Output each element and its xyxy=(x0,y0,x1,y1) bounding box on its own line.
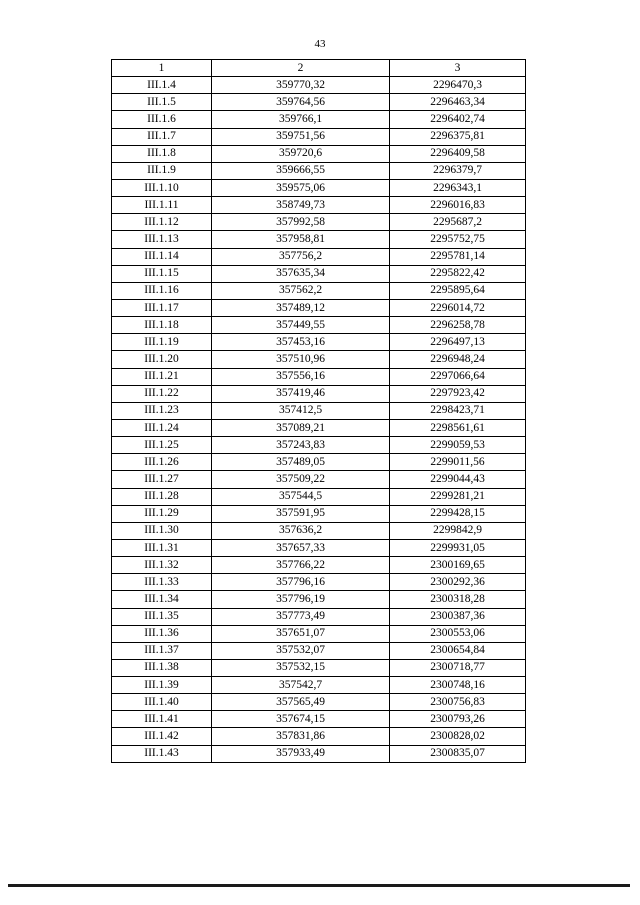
point-id-cell: III.1.27 xyxy=(112,471,212,488)
x-coordinate-cell: 357635,34 xyxy=(212,265,390,282)
table-row xyxy=(112,402,526,419)
table-row xyxy=(112,711,526,728)
header-row xyxy=(112,60,526,77)
x-coordinate-cell: 357419,46 xyxy=(212,385,390,402)
x-coordinate-cell: 357796,19 xyxy=(212,591,390,608)
y-coordinate-cell: 2296343,1 xyxy=(390,179,526,196)
table-row xyxy=(112,437,526,454)
y-coordinate-cell: 2296258,78 xyxy=(390,317,526,334)
x-coordinate-cell: 357489,05 xyxy=(212,454,390,471)
point-id-cell: III.1.33 xyxy=(112,574,212,591)
point-id-cell: III.1.9 xyxy=(112,162,212,179)
point-id-cell: III.1.40 xyxy=(112,694,212,711)
point-id-cell: III.1.22 xyxy=(112,385,212,402)
point-id-cell: III.1.32 xyxy=(112,557,212,574)
point-id-cell: III.1.5 xyxy=(112,94,212,111)
x-coordinate-cell: 357412,5 xyxy=(212,402,390,419)
table-row xyxy=(112,77,526,94)
x-coordinate-cell: 357243,83 xyxy=(212,437,390,454)
x-coordinate-cell: 357489,12 xyxy=(212,299,390,316)
y-coordinate-cell: 2299281,21 xyxy=(390,488,526,505)
coordinates-table xyxy=(111,59,526,763)
x-coordinate-cell: 357591,95 xyxy=(212,505,390,522)
point-id-cell: III.1.21 xyxy=(112,368,212,385)
table-row xyxy=(112,282,526,299)
point-id-cell: III.1.20 xyxy=(112,351,212,368)
bottom-rule xyxy=(8,884,630,887)
point-id-cell: III.1.7 xyxy=(112,128,212,145)
table-row xyxy=(112,145,526,162)
point-id-cell: III.1.35 xyxy=(112,608,212,625)
table-row xyxy=(112,265,526,282)
y-coordinate-cell: 2300553,06 xyxy=(390,625,526,642)
y-coordinate-cell: 2297066,64 xyxy=(390,368,526,385)
y-coordinate-cell: 2300654,84 xyxy=(390,642,526,659)
y-coordinate-cell: 2299044,43 xyxy=(390,471,526,488)
x-coordinate-cell: 357556,16 xyxy=(212,368,390,385)
x-coordinate-cell: 357453,16 xyxy=(212,334,390,351)
y-coordinate-cell: 2295687,2 xyxy=(390,214,526,231)
table-row xyxy=(112,694,526,711)
point-id-cell: III.1.39 xyxy=(112,677,212,694)
table-row xyxy=(112,197,526,214)
point-id-cell: III.1.26 xyxy=(112,454,212,471)
x-coordinate-cell: 357674,15 xyxy=(212,711,390,728)
y-coordinate-cell: 2296379,7 xyxy=(390,162,526,179)
column-header-y: 3 xyxy=(390,60,526,77)
x-coordinate-cell: 359766,1 xyxy=(212,111,390,128)
table-row xyxy=(112,419,526,436)
table-row xyxy=(112,454,526,471)
point-id-cell: III.1.10 xyxy=(112,179,212,196)
point-id-cell: III.1.13 xyxy=(112,231,212,248)
x-coordinate-cell: 359764,56 xyxy=(212,94,390,111)
point-id-cell: III.1.42 xyxy=(112,728,212,745)
y-coordinate-cell: 2296402,74 xyxy=(390,111,526,128)
table-row xyxy=(112,299,526,316)
x-coordinate-cell: 357992,58 xyxy=(212,214,390,231)
y-coordinate-cell: 2295822,42 xyxy=(390,265,526,282)
y-coordinate-cell: 2300793,26 xyxy=(390,711,526,728)
y-coordinate-cell: 2300718,77 xyxy=(390,659,526,676)
x-coordinate-cell: 357796,16 xyxy=(212,574,390,591)
point-id-cell: III.1.14 xyxy=(112,248,212,265)
x-coordinate-cell: 357532,15 xyxy=(212,659,390,676)
point-id-cell: III.1.11 xyxy=(112,197,212,214)
x-coordinate-cell: 359751,56 xyxy=(212,128,390,145)
table-row xyxy=(112,162,526,179)
y-coordinate-cell: 2297923,42 xyxy=(390,385,526,402)
x-coordinate-cell: 357657,33 xyxy=(212,539,390,556)
y-coordinate-cell: 2296375,81 xyxy=(390,128,526,145)
y-coordinate-cell: 2298423,71 xyxy=(390,402,526,419)
y-coordinate-cell: 2299059,53 xyxy=(390,437,526,454)
y-coordinate-cell: 2296409,58 xyxy=(390,145,526,162)
point-id-cell: III.1.30 xyxy=(112,522,212,539)
point-id-cell: III.1.38 xyxy=(112,659,212,676)
table-row xyxy=(112,351,526,368)
table-row xyxy=(112,317,526,334)
table-row xyxy=(112,488,526,505)
y-coordinate-cell: 2300387,36 xyxy=(390,608,526,625)
table-row xyxy=(112,248,526,265)
x-coordinate-cell: 357651,07 xyxy=(212,625,390,642)
point-id-cell: III.1.37 xyxy=(112,642,212,659)
point-id-cell: III.1.6 xyxy=(112,111,212,128)
x-coordinate-cell: 357562,2 xyxy=(212,282,390,299)
table-row xyxy=(112,94,526,111)
x-coordinate-cell: 359770,32 xyxy=(212,77,390,94)
x-coordinate-cell: 359666,55 xyxy=(212,162,390,179)
y-coordinate-cell: 2300169,65 xyxy=(390,557,526,574)
x-coordinate-cell: 359575,06 xyxy=(212,179,390,196)
point-id-cell: III.1.16 xyxy=(112,282,212,299)
table-row xyxy=(112,214,526,231)
table-row xyxy=(112,539,526,556)
y-coordinate-cell: 2300748,16 xyxy=(390,677,526,694)
table-row xyxy=(112,728,526,745)
x-coordinate-cell: 357773,49 xyxy=(212,608,390,625)
y-coordinate-cell: 2296470,3 xyxy=(390,77,526,94)
point-id-cell: III.1.41 xyxy=(112,711,212,728)
y-coordinate-cell: 2296948,24 xyxy=(390,351,526,368)
y-coordinate-cell: 2300828,02 xyxy=(390,728,526,745)
x-coordinate-cell: 357958,81 xyxy=(212,231,390,248)
y-coordinate-cell: 2298561,61 xyxy=(390,419,526,436)
table-row xyxy=(112,111,526,128)
y-coordinate-cell: 2295752,75 xyxy=(390,231,526,248)
x-coordinate-cell: 357636,2 xyxy=(212,522,390,539)
table-row xyxy=(112,334,526,351)
point-id-cell: III.1.24 xyxy=(112,419,212,436)
y-coordinate-cell: 2296014,72 xyxy=(390,299,526,316)
y-coordinate-cell: 2300756,83 xyxy=(390,694,526,711)
y-coordinate-cell: 2295895,64 xyxy=(390,282,526,299)
point-id-cell: III.1.23 xyxy=(112,402,212,419)
x-coordinate-cell: 357509,22 xyxy=(212,471,390,488)
table-row xyxy=(112,505,526,522)
y-coordinate-cell: 2300318,28 xyxy=(390,591,526,608)
column-header-x: 2 xyxy=(212,60,390,77)
x-coordinate-cell: 358749,73 xyxy=(212,197,390,214)
table-row xyxy=(112,179,526,196)
point-id-cell: III.1.17 xyxy=(112,299,212,316)
table-row xyxy=(112,625,526,642)
point-id-cell: III.1.18 xyxy=(112,317,212,334)
y-coordinate-cell: 2296463,34 xyxy=(390,94,526,111)
y-coordinate-cell: 2296016,83 xyxy=(390,197,526,214)
y-coordinate-cell: 2299842,9 xyxy=(390,522,526,539)
point-id-cell: III.1.36 xyxy=(112,625,212,642)
column-header-point: 1 xyxy=(112,60,212,77)
point-id-cell: III.1.31 xyxy=(112,539,212,556)
table-row xyxy=(112,368,526,385)
point-id-cell: III.1.29 xyxy=(112,505,212,522)
page-number: 43 xyxy=(314,38,326,50)
table-header xyxy=(112,60,526,77)
table-row xyxy=(112,231,526,248)
y-coordinate-cell: 2299931,05 xyxy=(390,539,526,556)
table-row xyxy=(112,574,526,591)
y-coordinate-cell: 2295781,14 xyxy=(390,248,526,265)
y-coordinate-cell: 2299011,56 xyxy=(390,454,526,471)
point-id-cell: III.1.15 xyxy=(112,265,212,282)
x-coordinate-cell: 357756,2 xyxy=(212,248,390,265)
x-coordinate-cell: 357565,49 xyxy=(212,694,390,711)
x-coordinate-cell: 357089,21 xyxy=(212,419,390,436)
y-coordinate-cell: 2296497,13 xyxy=(390,334,526,351)
x-coordinate-cell: 357510,96 xyxy=(212,351,390,368)
point-id-cell: III.1.43 xyxy=(112,745,212,762)
x-coordinate-cell: 357544,5 xyxy=(212,488,390,505)
point-id-cell: III.1.25 xyxy=(112,437,212,454)
table-row xyxy=(112,522,526,539)
x-coordinate-cell: 357449,55 xyxy=(212,317,390,334)
y-coordinate-cell: 2299428,15 xyxy=(390,505,526,522)
point-id-cell: III.1.28 xyxy=(112,488,212,505)
table-row xyxy=(112,128,526,145)
table-row xyxy=(112,557,526,574)
point-id-cell: III.1.19 xyxy=(112,334,212,351)
point-id-cell: III.1.8 xyxy=(112,145,212,162)
x-coordinate-cell: 357532,07 xyxy=(212,642,390,659)
point-id-cell: III.1.4 xyxy=(112,77,212,94)
table-row xyxy=(112,745,526,762)
table-row xyxy=(112,659,526,676)
table-row xyxy=(112,591,526,608)
x-coordinate-cell: 359720,6 xyxy=(212,145,390,162)
table-row xyxy=(112,642,526,659)
point-id-cell: III.1.12 xyxy=(112,214,212,231)
table-row xyxy=(112,608,526,625)
table-row xyxy=(112,385,526,402)
y-coordinate-cell: 2300292,36 xyxy=(390,574,526,591)
x-coordinate-cell: 357766,22 xyxy=(212,557,390,574)
table-body xyxy=(112,77,526,763)
x-coordinate-cell: 357933,49 xyxy=(212,745,390,762)
point-id-cell: III.1.34 xyxy=(112,591,212,608)
x-coordinate-cell: 357831,86 xyxy=(212,728,390,745)
table-row xyxy=(112,677,526,694)
y-coordinate-cell: 2300835,07 xyxy=(390,745,526,762)
table-row xyxy=(112,471,526,488)
x-coordinate-cell: 357542,7 xyxy=(212,677,390,694)
